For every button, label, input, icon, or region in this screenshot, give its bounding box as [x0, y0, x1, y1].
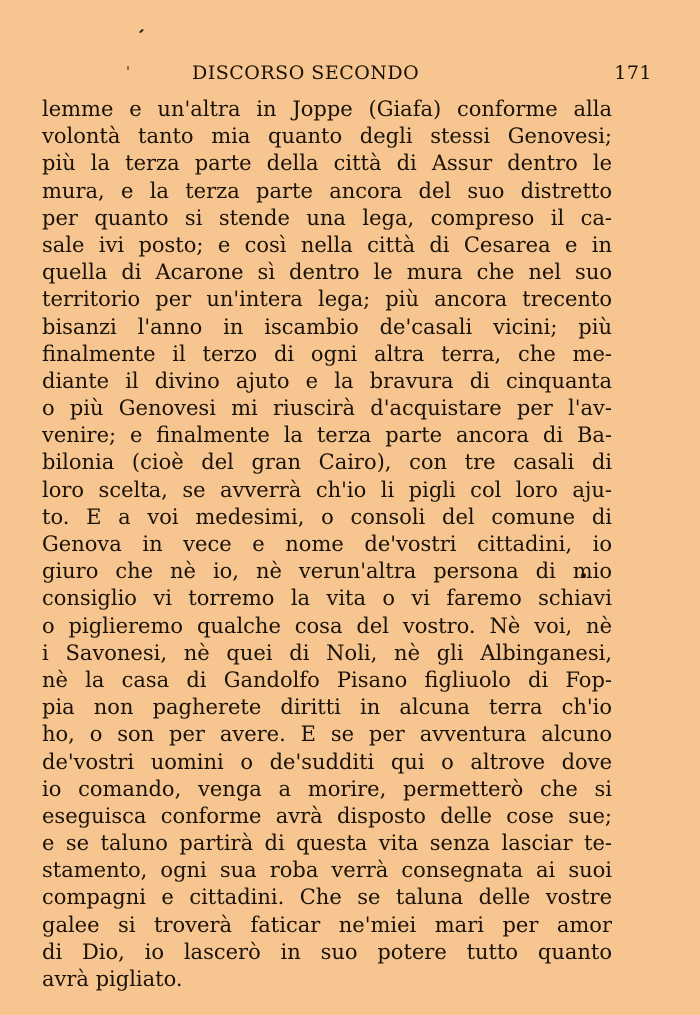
- text-line: lemme e un'altra in Joppe (Giafa) conforme alla: [42, 97, 612, 121]
- text-line: stamento, ogni sua roba verrà consegnata ai suoi: [42, 858, 612, 883]
- page-header: [42, 62, 652, 92]
- text-line: più la terza parte della città di Assur dentro le: [42, 151, 612, 176]
- ink-speck: [139, 29, 144, 34]
- text-line: bisanzi l'anno in iscambio de'casali vicini; più: [42, 314, 612, 339]
- text-line: per quanto si stende una lega, compreso il ca-: [42, 205, 612, 230]
- text-line: mura, e la terza parte ancora del suo distretto: [42, 178, 612, 203]
- text-line: loro scelta, se avverrà ch'io li pigli col loro aju-: [42, 477, 612, 502]
- text-line: e se taluno partirà di questa vita senza lasciar te-: [42, 831, 612, 856]
- text-line: sale ivi posto; e così nella città di Cesarea e in: [42, 232, 612, 257]
- text-line: finalmente il terzo di ogni altra terra, che me-: [42, 341, 612, 366]
- text-line: ho, o son per avere. E se per avventura alcuno: [42, 722, 612, 747]
- page-number: 171: [614, 62, 652, 84]
- text-line: eseguisca conforme avrà disposto delle cose sue;: [42, 803, 612, 828]
- text-line: consiglio vi torremo la vita o vi faremo schiavi: [42, 586, 612, 611]
- text-line: territorio per un'intera lega; più ancora trecento: [42, 287, 612, 312]
- text-line: nè la casa di Gandolfo Pisano figliuolo di Fop-: [42, 667, 612, 692]
- text-line: venire; e finalmente la terza parte ancora di Ba-: [42, 423, 612, 448]
- text-line: compagni e cittadini. Che se taluna delle vostre: [42, 885, 612, 910]
- text-line: Genova in vece e nome de'vostri cittadini, io: [42, 532, 612, 556]
- text-line: pia non pagherete diritti in alcuna terra ch'io: [42, 695, 612, 720]
- text-line: o piglieremo qualche cosa del vostro. Nè voi, nè: [42, 613, 612, 638]
- text-line: io comando, venga a morire, permetterò che si: [42, 776, 612, 801]
- text-line: quella di Acarone sì dentro le mura che nel suo: [42, 260, 612, 285]
- running-title: DISCORSO SECONDO: [192, 62, 420, 84]
- text-line: bilonia (cioè del gran Cairo), con tre casali di: [42, 450, 612, 475]
- text-line: galee si troverà faticar ne'miei mari per amor: [42, 912, 612, 937]
- text-line: diante il divino ajuto e la bravura di cinquanta: [42, 368, 612, 393]
- text-line: to. E a voi medesimi, o consoli del comune di: [42, 504, 612, 529]
- text-line: volontà tanto mia quanto degli stessi Genovesi;: [42, 124, 612, 149]
- body-text: [42, 96, 612, 993]
- text-line: avrà pigliato.: [42, 967, 183, 991]
- text-line: de'vostri uomini o de'sudditi qui o altrove dove: [42, 749, 612, 774]
- text-line: di Dio, io lascerò in suo potere tutto quanto: [42, 939, 612, 964]
- text-line: o più Genovesi mi riuscirà d'acquistare per l'av-: [42, 396, 612, 421]
- text-line: i Savonesi, nè quei di Noli, nè gli Albinganesi,: [42, 640, 612, 665]
- text-line: giuro che nè io, nè verun'altra persona di mio: [42, 559, 612, 584]
